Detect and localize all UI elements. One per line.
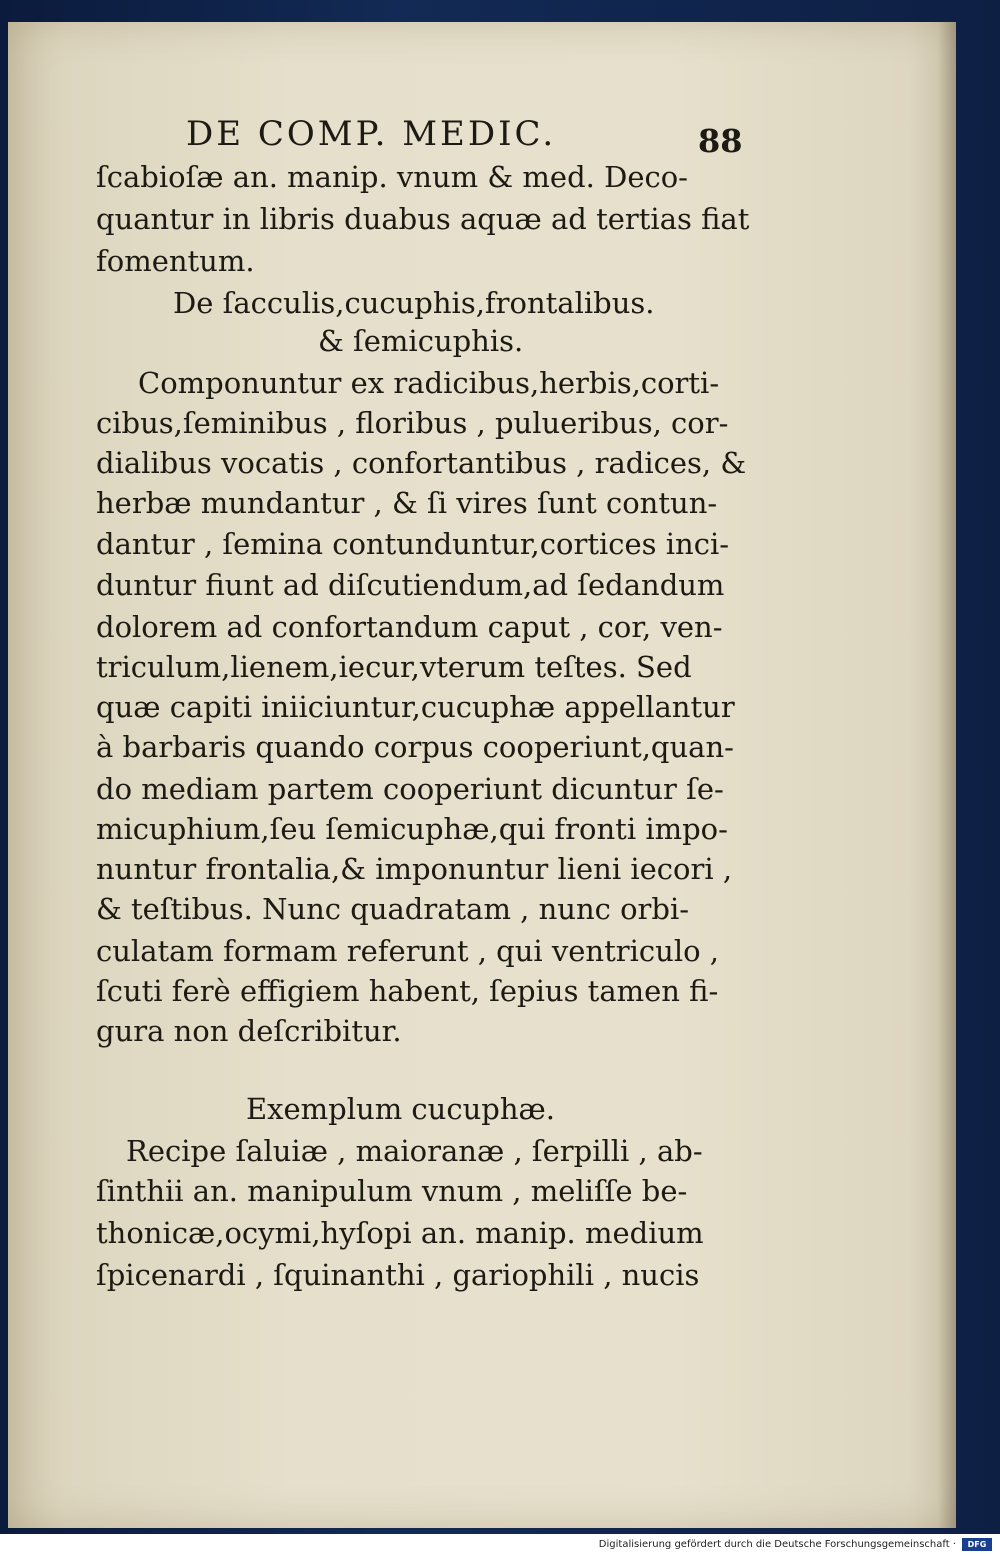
text-line: gura non deſcribitur.	[96, 1014, 402, 1048]
running-title: DE COMP. MEDIC.	[186, 114, 557, 154]
text-line: Recipe ſaluiæ , maioranæ , ſerpilli , ab-	[126, 1134, 703, 1168]
text-line: nuntur frontalia,& imponuntur lieni iecori ,	[96, 852, 733, 886]
dfg-logo-icon: DFG	[962, 1538, 992, 1551]
text-line: triculum,lienem,iecur,vterum teſtes. Sed	[96, 650, 692, 684]
text-line: Componuntur ex radicibus,herbis,corti-	[138, 366, 720, 400]
text-line: micuphium,ſeu ſemicuphæ,qui fronti impo-	[96, 812, 728, 846]
text-line: cibus,ſeminibus , floribus , pulueribus, cor-	[96, 406, 729, 440]
text-line: à barbaris quando corpus cooperiunt,quan-	[96, 730, 734, 764]
text-line: ſpicenardi , ſquinanthi , gariophili , nucis	[96, 1258, 700, 1292]
text-line: thonicæ,ocymi,hyſopi an. manip. medium	[96, 1216, 704, 1250]
section-heading: De ſacculis,cucuphis,frontalibus.	[173, 286, 655, 320]
text-line: dantur , ſemina contunduntur,cortices inci-	[96, 527, 730, 561]
text-line: culatam formam referunt , qui ventriculo ,	[96, 934, 719, 968]
text-line: herbæ mundantur , & ſi vires ſunt contun-	[96, 486, 718, 520]
text-line: dialibus vocatis , confortantibus , radices, &	[96, 446, 747, 480]
example-heading: Exemplum cucuphæ.	[246, 1092, 555, 1126]
digitization-footer	[0, 1534, 1000, 1556]
text-line: duntur fiunt ad diſcutiendum,ad ſedandum	[96, 568, 725, 602]
text-line: fomentum.	[96, 244, 255, 278]
text-line: quantur in libris duabus aquæ ad tertias fiat	[96, 202, 750, 236]
text-line: do mediam partem cooperiunt dicuntur ſe-	[96, 772, 724, 806]
text-line: dolorem ad confortandum caput , cor, ven-	[96, 610, 723, 644]
text-line: & teſtibus. Nunc quadratam , nunc orbi-	[96, 892, 690, 926]
text-line: ſinthii an. manipulum vnum , meliſſe be-	[96, 1174, 688, 1208]
page-number: 88	[698, 122, 743, 160]
text-line: ſcabioſæ an. manip. vnum & med. Deco-	[96, 160, 688, 194]
book-page	[8, 22, 956, 1528]
section-heading: & ſemicuphis.	[318, 324, 524, 358]
text-line: quæ capiti iniiciuntur,cucuphæ appellantur	[96, 690, 735, 724]
text-line: ſcuti ferè effigiem habent, ſepius tamen fi-	[96, 974, 719, 1008]
funding-credit: Digitalisierung gefördert durch die Deutsche Forschungsgemeinschaft ·	[598, 1539, 956, 1550]
